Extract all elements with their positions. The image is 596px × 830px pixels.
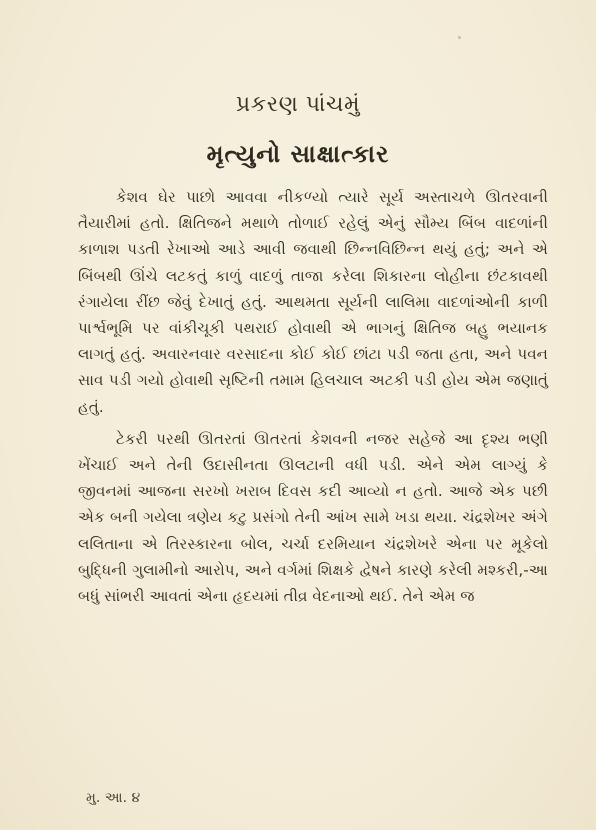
paper-speck [458,36,461,39]
body-text [78,184,548,609]
paragraph: ટેકરી પરથી ઊતરતાં ઊતરતાં કેશવની નજર સહેજે આ દૃશ્ય ભણી ખેંચાઈ અને તેની ઉદાસીનતા ઊલટાની વધી પડી. એને એમ લાગ્યું કે જીવનમાં આજના સરખો ખરાબ દિવસ કદી આવ્યો ન હતો. આજે એક પછી એક બની ગયેલા ત્રણેય કટુ પ્રસંગો તેની આંખ સામે ખડા થયા. ચંદ્રશેખર અંગે લલિતાના એ તિરસ્કારના બોલ, ચર્ચા દરમિયાન ચંદ્રશેખરે એના પર મૂકેલો બુદ્ધિની ગુલામીનો આરોપ, અને વર્ગમાં શિક્ષકે દ્વેષને કારણે કરેલી મશ્કરી,-આ બધું સાંભરી આવતાં એના હૃદયમાં તીવ્ર વેદનાઓ થઈ. તેને એમ જ [78,429,549,606]
chapter-heading: પ્રકરણ પાંચમું [235,92,361,117]
chapter-title: મૃત્યુનો સાક્ષાત્કાર [206,140,390,168]
paragraph: કેશવ ઘેર પાછો આવવા નીકળ્યો ત્યારે સૂર્ય અસ્તાચળે ઊતરવાની તૈયારીમાં હતો. ક્ષિતિજને મથાળે તોળાઈ રહેલું એનું સૌમ્ય બિંબ વાદળાંની કાળાશ પડતી રેખાઓ આડે આવી જવાથી છિન્નવિછિન્ન થયું હતું; અને એ બિંબથી ઊંચે લટકતું કાળું વાદળું તાજા કરેલા શિકારના લોહીના છંટકાવથી રંગાયેલા રીંછ જેવું દેખાતું હતું. આથમતા સૂર્યની લાલિમા વાદળાંઓની કાળી પાર્શ્વભૂમિ પર વાંકીચૂકી પથરાઈ હોવાથી એ ભાગનું ક્ષિતિજ બહુ ભયાનક લાગતું હતું. અવારનવાર વરસાદના કોઈ કોઈ છાંટા પડી જતા હતા, અને પવન સાવ પડી ગયો હોવાથી સૃષ્ટિની તમામ હિલચાલ અટકી પડી હોય એમ જણાતું હતું. [78,188,548,416]
page-signature: મુ. આ. ૪ [86,790,141,806]
